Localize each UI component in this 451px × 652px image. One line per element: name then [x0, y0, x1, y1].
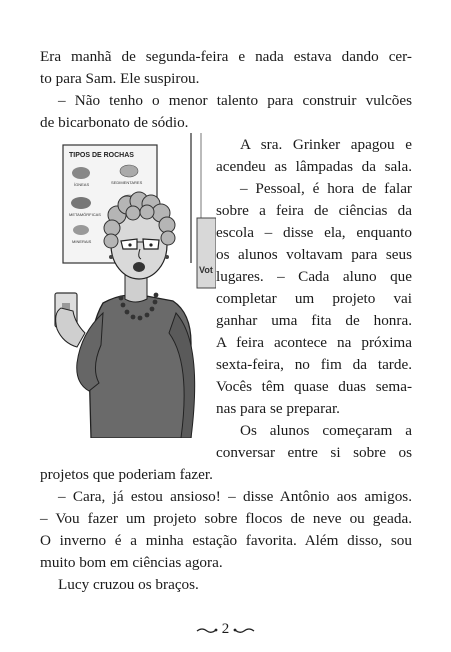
page-number-text: 2 — [221, 621, 230, 637]
text-line: ganhar uma fita de honra. — [216, 312, 412, 329]
text-line: nas para se preparar. — [216, 400, 340, 417]
text-line: – Cara, já estou ansioso! – disse Antônio aos amigos. — [58, 488, 412, 505]
text-line: muito bom em ciências agora. — [40, 554, 223, 571]
text-line: os alunos voltavam para seus — [216, 246, 412, 263]
poster-label: MINERAIS — [72, 239, 92, 244]
ornament-left-icon — [196, 625, 218, 635]
text-line: conversar entre si sobre os — [216, 444, 412, 461]
ornament-right-icon — [233, 625, 255, 635]
poster-label: ÍGNEAS — [74, 182, 90, 187]
teacher-illustration — [41, 133, 216, 438]
poster-label: SEDIMENTARES — [111, 180, 143, 185]
text-line: – Vou fazer um projeto sobre flocos de neve ou geada. — [40, 510, 412, 527]
text-line: Vocês têm quase duas sema- — [216, 378, 412, 395]
text-line: – Pessoal, é hora de falar — [240, 180, 412, 197]
text-line: escola – disse ela, enquanto — [216, 224, 412, 241]
text-line: Os alunos começaram a — [240, 422, 412, 439]
text-line: sobre a feira de ciências da — [216, 202, 412, 219]
text-line: Era manhã de segunda-feira e nada estava dando cer- — [40, 48, 412, 65]
poster-label: METAMÓRFICAS — [69, 212, 101, 217]
page-number — [0, 620, 451, 638]
poster-title: TIPOS DE ROCHAS — [69, 152, 134, 159]
text-line: acendeu as lâmpadas da sala. — [216, 158, 412, 175]
side-poster-text: Vot — [199, 265, 213, 275]
text-line: A sra. Grinker apagou e — [240, 136, 412, 153]
text-line: sexta-feira, no fim da tarde. — [216, 356, 412, 373]
text-line: A feira acontece na próxima — [216, 334, 412, 351]
text-line: completar um projeto vai — [216, 290, 412, 307]
text-line: de bicarbonato de sódio. — [40, 114, 189, 131]
text-line: projetos que poderiam fazer. — [40, 466, 213, 483]
text-line: Lucy cruzou os braços. — [58, 576, 199, 593]
text-line: O inverno é a minha estação favorita. Além disso, sou — [40, 532, 412, 549]
text-line: lugares. – Cada aluno que — [216, 268, 412, 285]
text-line: to para Sam. Ele suspirou. — [40, 70, 200, 87]
text-line: – Não tenho o menor talento para construir vulcões — [58, 92, 412, 109]
